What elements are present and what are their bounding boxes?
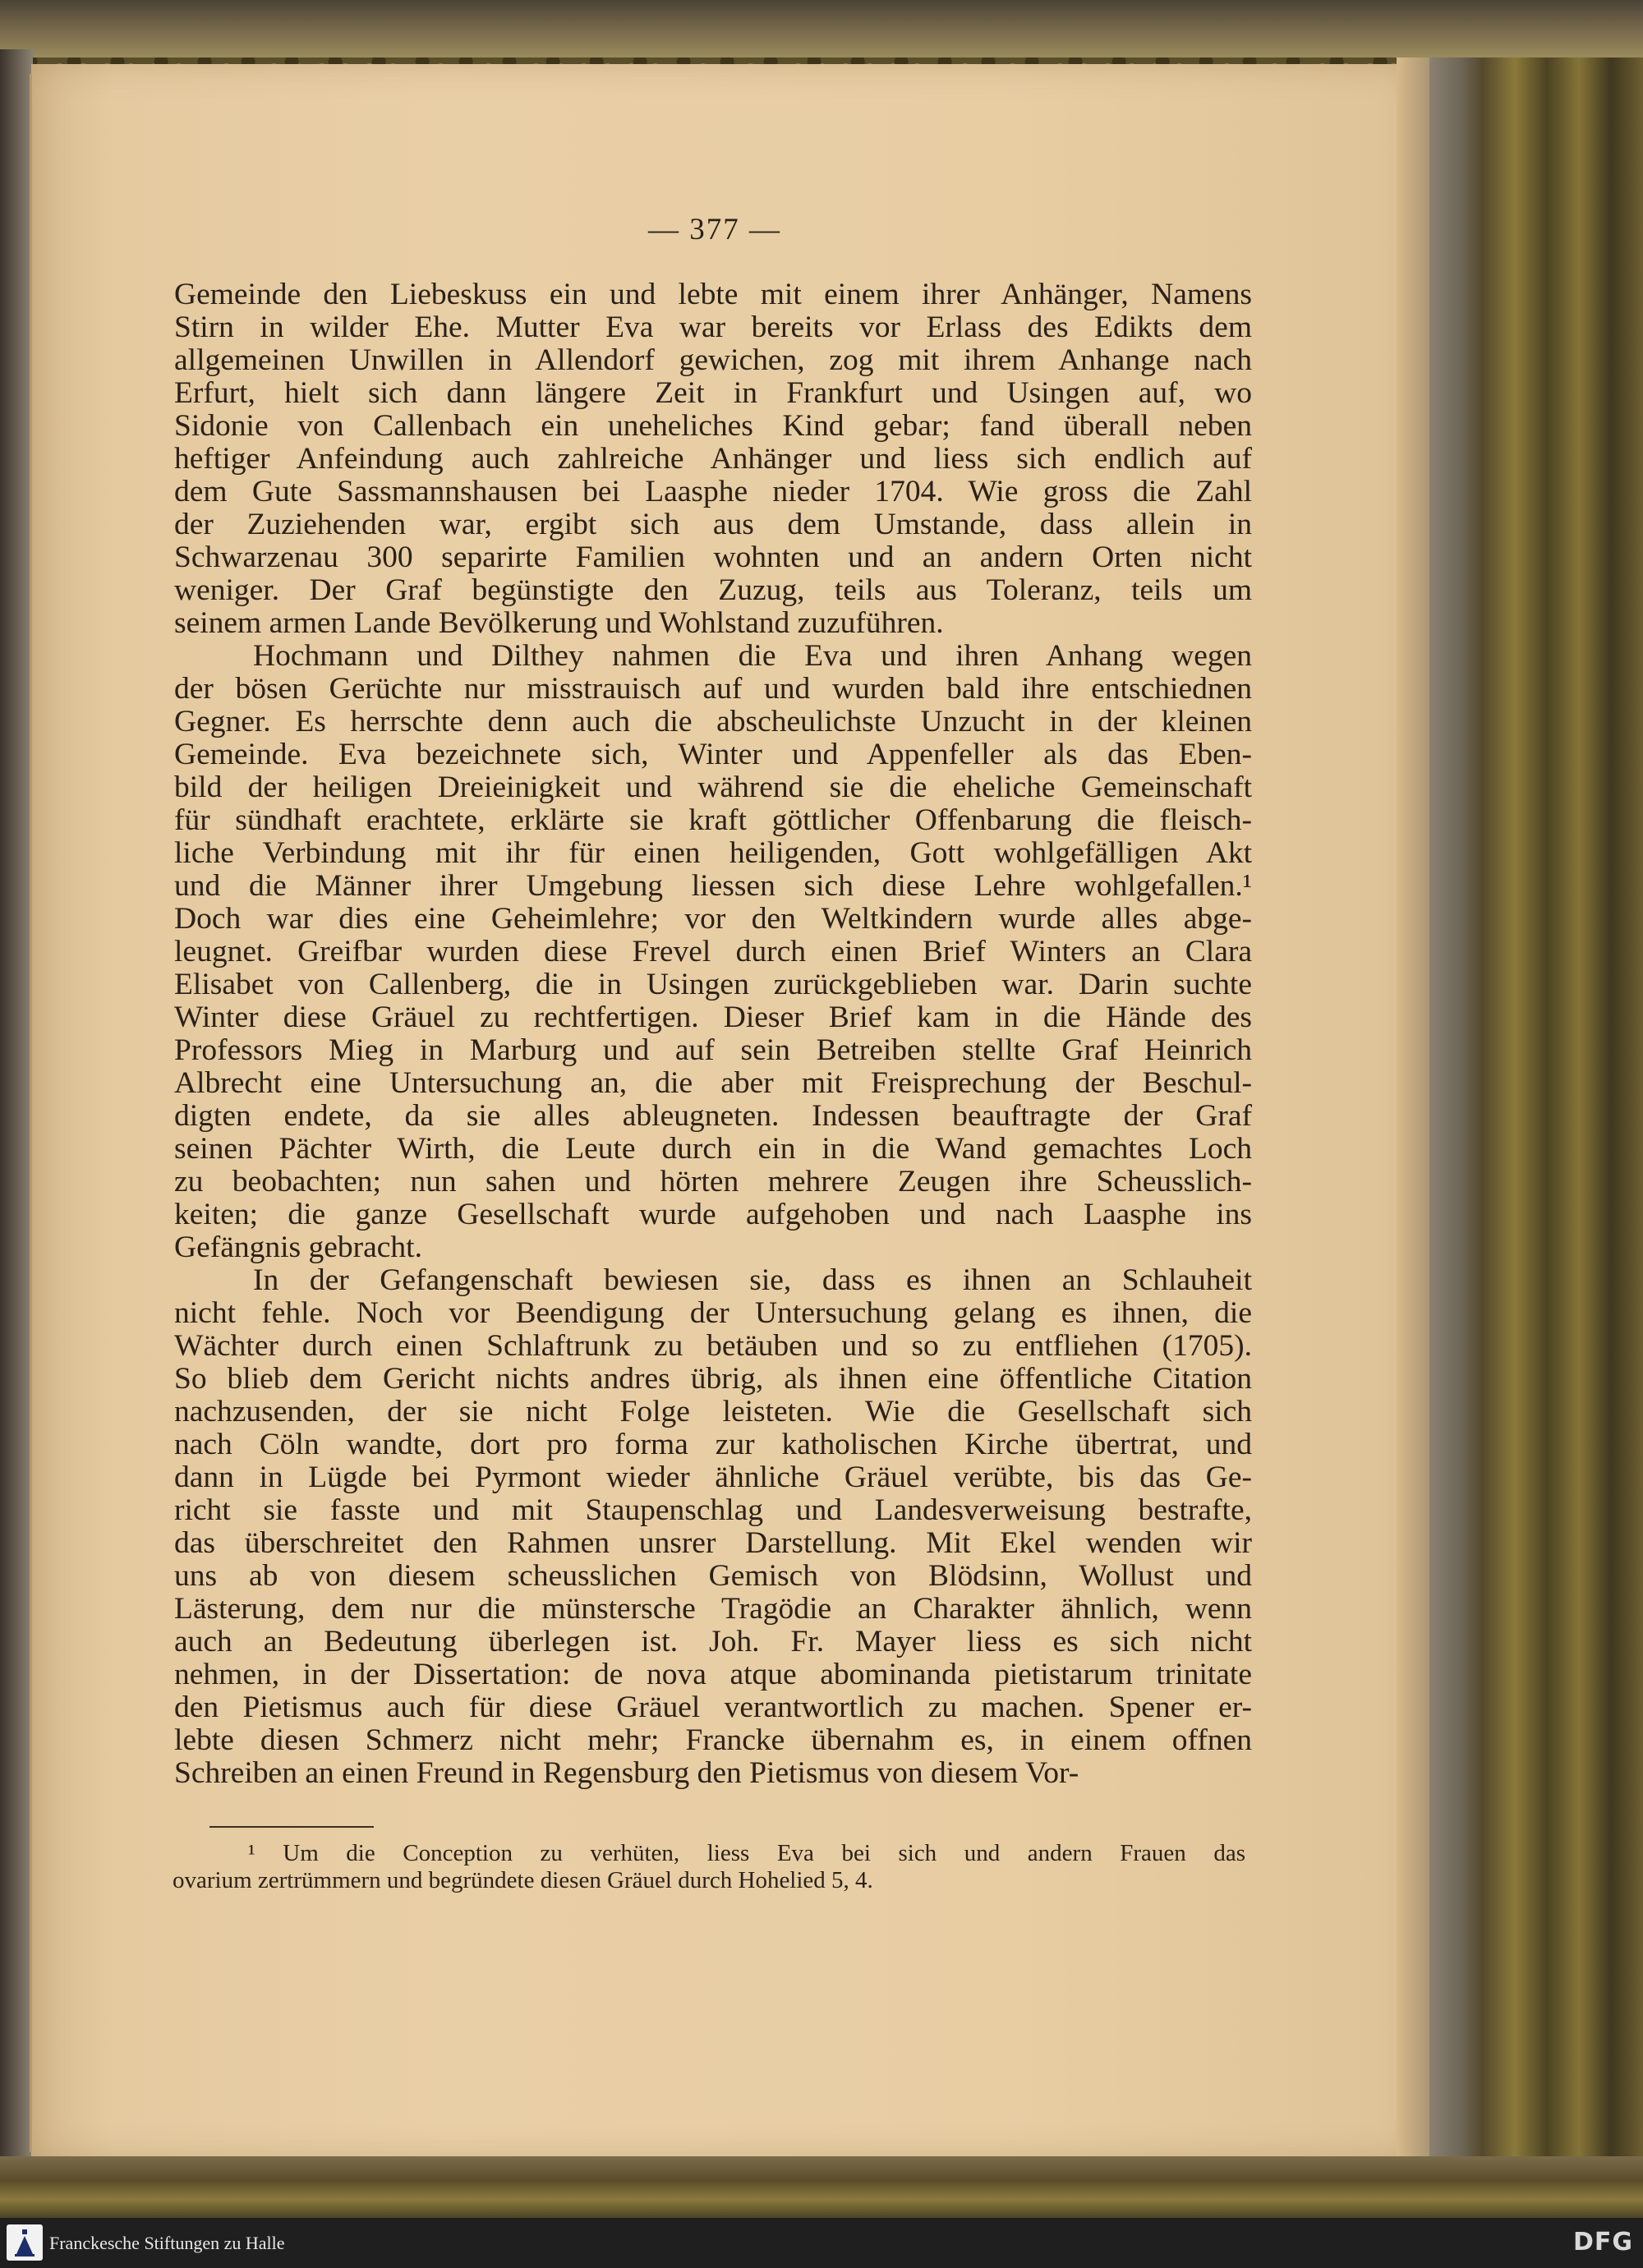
text-line: und die Männer ihrer Umgebung liessen sich diese Lehre wohlgefallen.¹ xyxy=(174,870,1252,903)
text-line: Doch war dies eine Geheimlehre; vor den Weltkindern wurde alles abge- xyxy=(174,903,1252,936)
page-number: — 377 — xyxy=(648,213,781,246)
text-line: lebte diesen Schmerz nicht mehr; Francke übernahm es, in einem offnen xyxy=(174,1724,1252,1757)
text-line: Sidonie von Callenbach ein uneheliches Kind gebar; fand überall neben xyxy=(174,410,1252,443)
text-line: nach Cöln wandte, dort pro forma zur katholischen Kirche übertrat, und xyxy=(174,1428,1252,1461)
text-line: seinen Pächter Wirth, die Leute durch ein in die Wand gemachtes Loch xyxy=(174,1133,1252,1166)
text-line: bild der heiligen Dreieinigkeit und während sie die eheliche Gemeinschaft xyxy=(174,771,1252,804)
text-line: Elisabet von Callenberg, die in Usingen zurückgeblieben war. Darin suchte xyxy=(174,968,1252,1001)
text-line: heftiger Anfeindung auch zahlreiche Anhänger und liess sich endlich auf xyxy=(174,443,1252,476)
text-line: dem Gute Sassmannshausen bei Laasphe nieder 1704. Wie gross die Zahl xyxy=(174,476,1252,508)
dfg-logo[interactable]: DFG xyxy=(1573,2228,1634,2256)
text-line: dann in Lügde bei Pyrmont wieder ähnliche Gräuel verübte, bis das Ge- xyxy=(174,1461,1252,1494)
institution-name[interactable]: Franckesche Stiftungen zu Halle xyxy=(49,2233,285,2253)
footnote-separator xyxy=(209,1826,374,1828)
text-line: der Zuziehenden war, ergibt sich aus dem Umstande, dass allein in xyxy=(174,508,1252,541)
text-line: den Pietismus auch für diese Gräuel verantwortlich zu machen. Spener er- xyxy=(174,1691,1252,1724)
francke-foundation-logo-icon[interactable] xyxy=(7,2224,43,2261)
text-line: seinem armen Lande Bevölkerung und Wohlstand zuzuführen. xyxy=(174,607,944,640)
text-line: Gemeinde den Liebeskuss ein und lebte mit einem ihrer Anhänger, Namens xyxy=(174,278,1252,311)
text-line: In der Gefangenschaft bewiesen sie, dass es ihnen an Schlauheit xyxy=(253,1264,1252,1297)
footnote-line: ¹ Um die Conception zu verhüten, liess Eva bei sich und andern Frauen das xyxy=(248,1840,1245,1866)
text-line: Winter diese Gräuel zu rechtfertigen. Dieser Brief kam in die Hände des xyxy=(174,1001,1252,1034)
text-line: Gefängnis gebracht. xyxy=(174,1231,422,1264)
text-line: zu beobachten; nun sahen und hörten mehrere Zeugen ihre Scheusslich- xyxy=(174,1166,1252,1198)
text-line: leugnet. Greifbar wurden diese Frevel durch einen Brief Winters an Clara xyxy=(174,936,1252,968)
book-cover-left xyxy=(0,49,33,2218)
text-line: Hochmann und Dilthey nahmen die Eva und ihren Anhang wegen xyxy=(253,640,1252,673)
text-line: Albrecht eine Untersuchung an, die aber mit Freisprechung der Beschul- xyxy=(174,1067,1252,1100)
text-line: liche Verbindung mit ihr für einen heiligenden, Gott wohlgefälligen Akt xyxy=(174,837,1252,870)
text-line: Wächter durch einen Schlaftrunk zu betäuben und so zu entfliehen (1705). xyxy=(174,1330,1252,1363)
text-line: Schwarzenau 300 separirte Familien wohnten und an andern Orten nicht xyxy=(174,541,1252,574)
text-line: auch an Bedeutung überlegen ist. Joh. Fr. Mayer liess es sich nicht xyxy=(174,1626,1252,1658)
text-line: der bösen Gerüchte nur misstrauisch auf und wurden bald ihre entschiednen xyxy=(174,673,1252,706)
text-line: keiten; die ganze Gesellschaft wurde aufgehoben und nach Laasphe ins xyxy=(174,1198,1252,1231)
text-line: das überschreitet den Rahmen unsrer Darstellung. Mit Ekel wenden wir xyxy=(174,1527,1252,1560)
text-line: für sündhaft erachtete, erklärte sie kraft göttlicher Offenbarung die fleisch- xyxy=(174,804,1252,837)
text-line: Stirn in wilder Ehe. Mutter Eva war bereits vor Erlass des Edikts dem xyxy=(174,311,1252,344)
text-line: nehmen, in der Dissertation: de nova atque abominanda pietistarum trinitate xyxy=(174,1658,1252,1691)
text-line: Gegner. Es herrschte denn auch die abscheulichste Unzucht in der kleinen xyxy=(174,706,1252,738)
text-line: weniger. Der Graf begünstigte den Zuzug, teils aus Toleranz, teils um xyxy=(174,574,1252,607)
text-line: nicht fehle. Noch vor Beendigung der Untersuchung gelang es ihnen, die xyxy=(174,1297,1252,1330)
text-line: allgemeinen Unwillen in Allendorf gewichen, zog mit ihrem Anhange nach xyxy=(174,344,1252,377)
footnote-line: ovarium zertrümmern und begründete diesen Gräuel durch Hohelied 5, 4. xyxy=(173,1867,873,1893)
text-line: Schreiben an einen Freund in Regensburg den Pietismus von diesem Vor- xyxy=(174,1757,1079,1790)
text-line: richt sie fasste und mit Staupenschlag und Landesverweisung bestrafte, xyxy=(174,1494,1252,1527)
page-gutter xyxy=(30,74,32,2152)
text-line: Professors Mieg in Marburg und auf sein Betreiben stellte Graf Heinrich xyxy=(174,1034,1252,1067)
text-line: Erfurt, hielt sich dann längere Zeit in Frankfurt und Usingen auf, wo xyxy=(174,377,1252,410)
text-line: uns ab von diesem scheusslichen Gemisch von Blödsinn, Wollust und xyxy=(174,1560,1252,1593)
marbled-book-edge xyxy=(1429,58,1643,2218)
text-line: nachzusenden, der sie nicht Folge leisteten. Wie die Gesellschaft sich xyxy=(174,1396,1252,1428)
text-line: Lästerung, dem nur die münstersche Tragödie an Charakter ähnlich, wenn xyxy=(174,1593,1252,1626)
text-line: So blieb dem Gericht nichts andres übrig, als ihnen eine öffentliche Citation xyxy=(174,1363,1252,1396)
book-cover-top xyxy=(0,0,1643,58)
book-cover-bottom xyxy=(0,2156,1643,2218)
text-line: Gemeinde. Eva bezeichnete sich, Winter und Appenfeller als das Eben- xyxy=(174,738,1252,771)
text-line: digten endete, da sie alles ableugneten. Indessen beauftragte der Graf xyxy=(174,1100,1252,1133)
page-stack-edge xyxy=(1397,58,1429,2160)
